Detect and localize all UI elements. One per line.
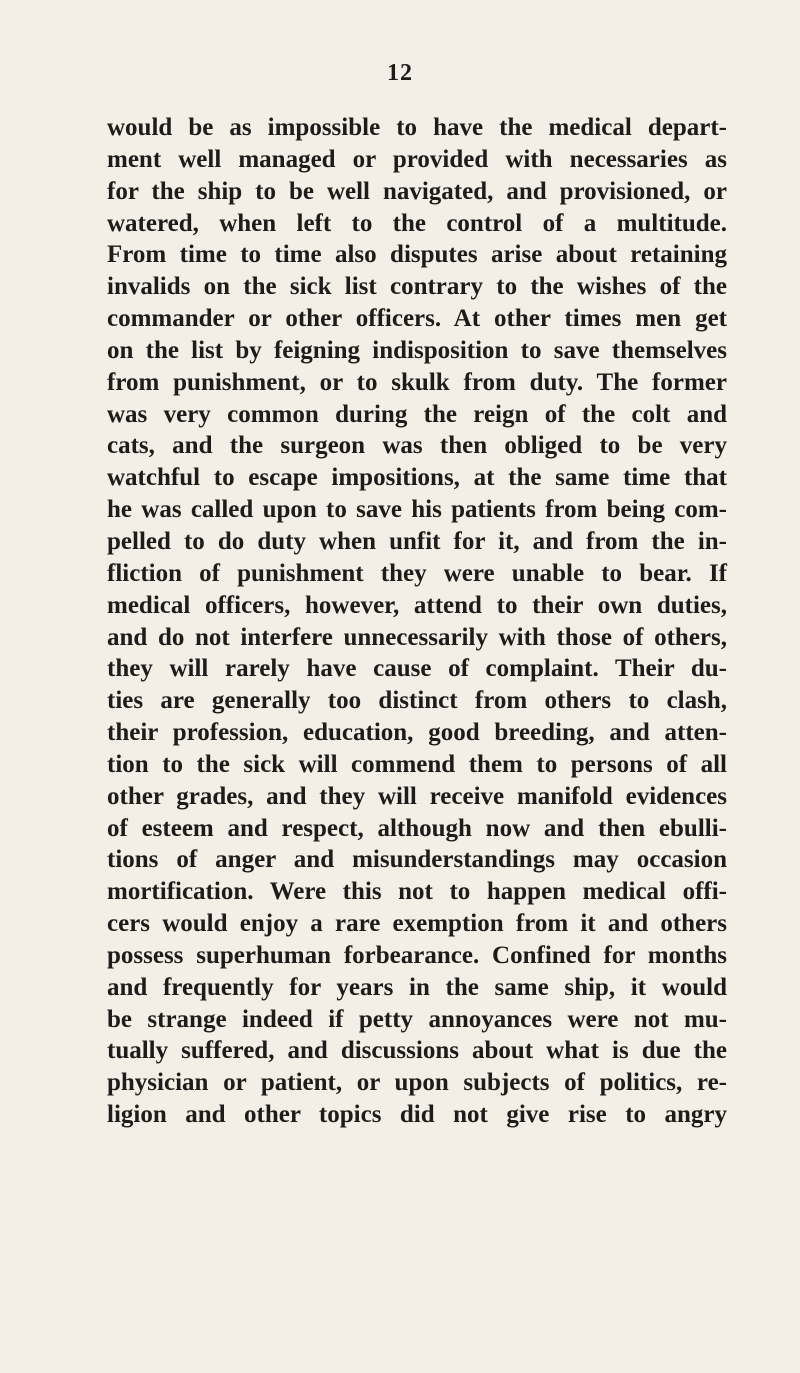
text-line: From time to time also disputes arise about retaining xyxy=(107,241,727,269)
text-line: watered, when left to the control of a multitude. xyxy=(107,209,727,237)
text-line: pelled to do duty when unfit for it, and from the in- xyxy=(107,527,727,555)
text-line: for the ship to be well navigated, and provisioned, or xyxy=(107,177,727,205)
text-line: commander or other officers. At other times men get xyxy=(107,305,727,333)
text-line: and do not interfere unnecessarily with those of others, xyxy=(107,623,727,651)
text-line: was very common during the reign of the colt and xyxy=(107,400,727,428)
text-line: of esteem and respect, although now and then ebulli- xyxy=(107,814,727,842)
text-line: on the list by feigning indisposition to save themselves xyxy=(107,336,727,364)
text-line: invalids on the sick list contrary to the wishes of the xyxy=(107,273,727,301)
text-line: tually suffered, and discussions about what is due the xyxy=(107,1037,727,1065)
text-line: from punishment, or to skulk from duty. The former xyxy=(107,368,727,396)
text-line: possess superhuman forbearance. Confined for months xyxy=(107,941,727,969)
text-line: they will rarely have cause of complaint. Their du- xyxy=(107,655,727,683)
text-line: tion to the sick will commend them to persons of all xyxy=(107,750,727,778)
text-line: fliction of punishment they were unable to bear. If xyxy=(107,559,727,587)
text-line: ties are generally too distinct from others to clash, xyxy=(107,687,727,715)
body-text xyxy=(107,112,727,1131)
text-line: cats, and the surgeon was then obliged to be very xyxy=(107,432,727,460)
text-line: cers would enjoy a rare exemption from it and others xyxy=(107,910,727,938)
text-line: medical officers, however, attend to their own duties, xyxy=(107,591,727,619)
text-line: he was called upon to save his patients from being com- xyxy=(107,496,727,524)
text-line: tions of anger and misunderstandings may occasion xyxy=(107,846,727,874)
text-line: other grades, and they will receive manifold evidences xyxy=(107,782,727,810)
text-line: be strange indeed if petty annoyances were not mu- xyxy=(107,1005,727,1033)
text-line: ligion and other topics did not give rise to angry xyxy=(107,1101,727,1129)
text-line: their profession, education, good breeding, and atten- xyxy=(107,719,727,747)
text-line: and frequently for years in the same ship, it would xyxy=(107,973,727,1001)
text-line: ment well managed or provided with necessaries as xyxy=(107,145,727,173)
text-line: would be as impossible to have the medical depart- xyxy=(107,114,727,141)
text-line: physician or patient, or upon subjects of politics, re- xyxy=(107,1069,727,1097)
page-number: 12 xyxy=(387,60,413,86)
text-line: watchful to escape impositions, at the same time that xyxy=(107,464,727,492)
text-line: mortification. Were this not to happen medical offi- xyxy=(107,878,727,906)
